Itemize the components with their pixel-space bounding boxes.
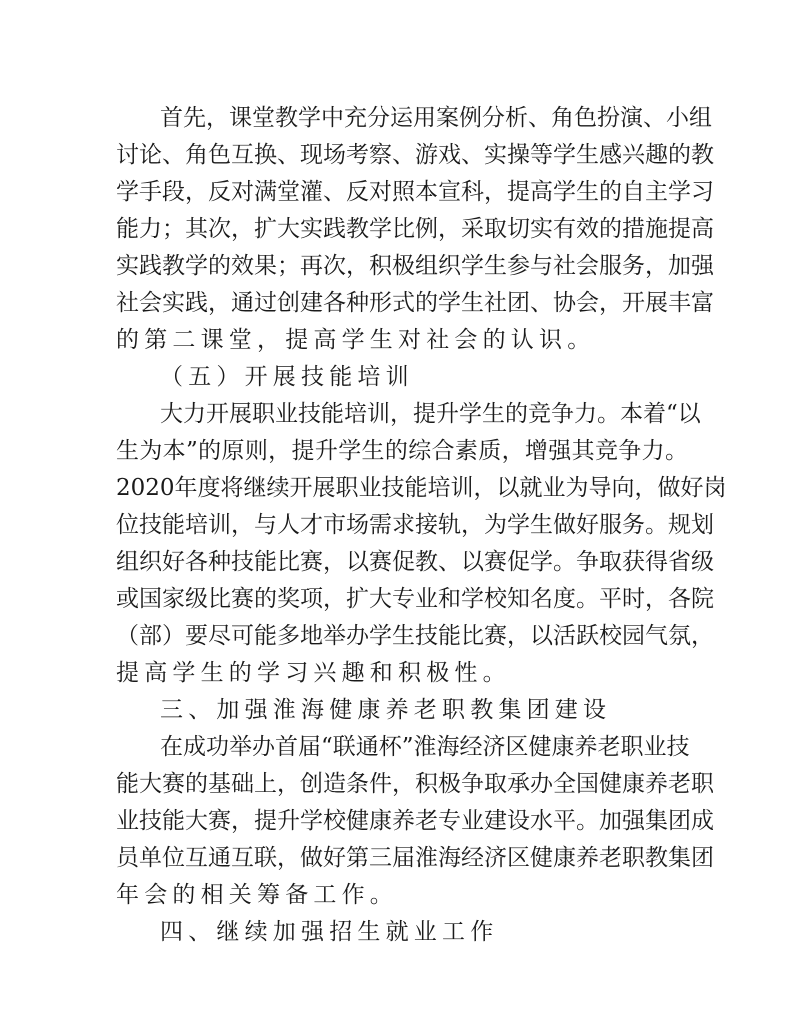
- paragraph-line: 提高学生的学习兴趣和积极性。: [116, 660, 511, 686]
- paragraph-line: 年会的相关筹备工作。: [116, 882, 398, 908]
- paragraph-line: 员单位互通互联，做好第三届淮海经济区健康养老职教集团: [116, 845, 714, 871]
- paragraph-line: 讨论、角色互换、现场考察、游戏、实操等学生感兴趣的教: [116, 142, 714, 168]
- paragraph-line: 大力开展职业技能培训，提升学生的竞争力。本着“以: [160, 401, 701, 427]
- paragraph-line: 生为本”的原则，提升学生的综合素质，增强其竞争力。: [116, 438, 688, 464]
- paragraph-line: （部）要尽可能多地举办学生技能比赛，以活跃校园气氛，: [116, 623, 714, 649]
- paragraph-line: 首先，课堂教学中充分运用案例分析、角色扮演、小组: [160, 105, 712, 131]
- paragraph-line: 组织好各种技能比赛，以赛促教、以赛促学。争取获得省级: [116, 549, 714, 575]
- paragraph-line: 业技能大赛，提升学校健康养老专业建设水平。加强集团成: [116, 808, 714, 834]
- paragraph-line: 实践教学的效果；再次，积极组织学生参与社会服务，加强: [116, 253, 714, 279]
- paragraph-line: 2020年度将继续开展职业技能培训，以就业为导向，做好岗: [116, 475, 727, 501]
- paragraph-line: 能力；其次，扩大实践教学比例，采取切实有效的措施提高: [116, 216, 714, 242]
- paragraph-line: 学手段，反对满堂灌、反对照本宣科，提高学生的自主学习: [116, 179, 714, 205]
- paragraph-line: 的第二课堂，提高学生对社会的认识。: [116, 327, 596, 353]
- paragraph-line: 或国家级比赛的奖项，扩大专业和学校知名度。平时，各院: [116, 586, 714, 612]
- section-heading: 三、加强淮海健康养老职教集团建设: [160, 697, 612, 723]
- paragraph-line: 在成功举办首届“联通杯”淮海经济区健康养老职业技: [160, 734, 690, 760]
- paragraph-line: 能大赛的基础上，创造条件，积极争取承办全国健康养老职: [116, 771, 714, 797]
- paragraph-line: 位技能培训，与人才市场需求接轨，为学生做好服务。规划: [116, 512, 714, 538]
- section-heading: 四、继续加强招生就业工作: [160, 919, 499, 945]
- section-heading: （五）开展技能培训: [160, 364, 414, 390]
- paragraph-line: 社会实践，通过创建各种形式的学生社团、协会，开展丰富: [116, 290, 714, 316]
